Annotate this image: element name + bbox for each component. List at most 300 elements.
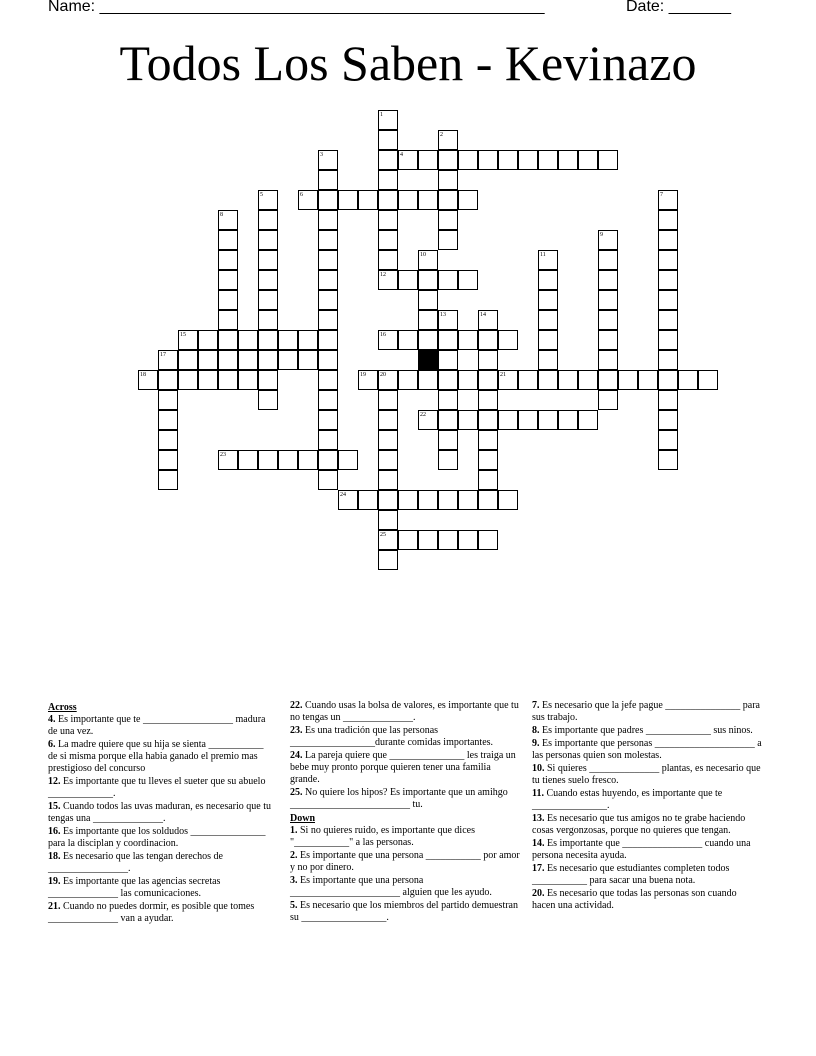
clue-number: 16 — [380, 332, 386, 338]
across-clue — [48, 776, 274, 800]
down-clue — [532, 888, 762, 912]
grid-cell[interactable] — [318, 230, 338, 250]
grid-cell[interactable] — [318, 370, 338, 390]
clue-number-label: 21. — [48, 901, 61, 912]
grid-cell[interactable] — [658, 270, 678, 290]
grid-cell[interactable] — [438, 430, 458, 450]
clue-number-label: 13. — [532, 813, 545, 824]
clue-number-label: 3. — [290, 875, 298, 886]
clue-number-label: 4. — [48, 714, 56, 725]
grid-cell[interactable] — [218, 310, 238, 330]
grid-cell[interactable] — [378, 470, 398, 490]
grid-cell[interactable] — [258, 390, 278, 410]
grid-cell[interactable] — [278, 350, 298, 370]
clue-number: 23 — [220, 452, 226, 458]
grid-cell[interactable] — [378, 170, 398, 190]
grid-cell[interactable] — [438, 130, 458, 150]
grid-cell[interactable] — [318, 470, 338, 490]
grid-cell[interactable] — [558, 410, 578, 430]
clue-text: Es una tradición que las personas _________________durante comidas importantes. — [290, 725, 494, 748]
grid-cell[interactable] — [138, 370, 158, 390]
clue-number-label: 19. — [48, 876, 61, 887]
grid-cell[interactable] — [498, 410, 518, 430]
grid-cell[interactable] — [438, 410, 458, 430]
grid-cell[interactable] — [538, 150, 558, 170]
grid-cell[interactable] — [478, 370, 498, 390]
clue-text: Si no quieres ruido, es importante que dices "___________" a las personas. — [290, 825, 475, 848]
grid-cell[interactable] — [378, 430, 398, 450]
grid-cell[interactable] — [478, 450, 498, 470]
across-clue — [48, 801, 274, 825]
grid-cell[interactable] — [378, 490, 398, 510]
clue-number: 4 — [400, 152, 403, 158]
grid-cell[interactable] — [318, 210, 338, 230]
grid-cell[interactable] — [198, 350, 218, 370]
grid-cell[interactable] — [218, 350, 238, 370]
grid-cell[interactable] — [458, 370, 478, 390]
grid-cell[interactable] — [218, 250, 238, 270]
grid-cell[interactable] — [418, 190, 438, 210]
grid-cell[interactable] — [578, 150, 598, 170]
clue-number: 12 — [380, 272, 386, 278]
grid-cell[interactable] — [378, 330, 398, 350]
grid-cell[interactable] — [658, 350, 678, 370]
grid-cell[interactable] — [598, 230, 618, 250]
grid-cell[interactable] — [538, 290, 558, 310]
black-square — [418, 350, 438, 370]
across-clue — [48, 851, 274, 875]
grid-cell[interactable] — [598, 310, 618, 330]
down-clue — [532, 700, 762, 724]
across-clue — [48, 901, 274, 925]
clue-number: 17 — [160, 352, 166, 358]
clue-number-label: 9. — [532, 738, 540, 749]
clue-text: Es importante que padres _____________ sus ninos. — [542, 725, 753, 736]
grid-cell[interactable] — [658, 410, 678, 430]
grid-cell[interactable] — [238, 370, 258, 390]
grid-cell[interactable] — [198, 330, 218, 350]
clue-number-label: 25. — [290, 787, 303, 798]
grid-cell[interactable] — [158, 370, 178, 390]
clue-number-label: 16. — [48, 826, 61, 837]
across-clue — [48, 876, 274, 900]
grid-cell[interactable] — [358, 190, 378, 210]
grid-cell[interactable] — [258, 230, 278, 250]
grid-cell[interactable] — [658, 210, 678, 230]
grid-cell[interactable] — [658, 250, 678, 270]
grid-cell[interactable] — [278, 450, 298, 470]
grid-cell[interactable] — [258, 450, 278, 470]
clue-text: Es importante que personas ____________________ a las personas quien son molestas. — [532, 738, 762, 761]
grid-cell[interactable] — [438, 190, 458, 210]
clue-number: 1 — [380, 112, 383, 118]
clue-number: 2 — [440, 132, 443, 138]
across-clue — [290, 725, 520, 749]
grid-cell[interactable] — [378, 390, 398, 410]
grid-cell[interactable] — [478, 490, 498, 510]
grid-cell[interactable] — [658, 370, 678, 390]
grid-cell[interactable] — [258, 190, 278, 210]
grid-cell[interactable] — [658, 330, 678, 350]
grid-cell[interactable] — [518, 370, 538, 390]
grid-cell[interactable] — [318, 150, 338, 170]
grid-cell[interactable] — [418, 310, 438, 330]
grid-cell[interactable] — [438, 370, 458, 390]
grid-cell[interactable] — [398, 270, 418, 290]
grid-cell[interactable] — [658, 230, 678, 250]
grid-cell[interactable] — [578, 370, 598, 390]
clue-text: Es importante que los soldudos _______________ para la disciplan y coordinacion. — [48, 826, 266, 849]
grid-cell[interactable] — [418, 370, 438, 390]
grid-cell[interactable] — [438, 390, 458, 410]
clue-number: 24 — [340, 492, 346, 498]
grid-cell[interactable] — [438, 490, 458, 510]
grid-cell[interactable] — [538, 310, 558, 330]
clue-number: 18 — [140, 372, 146, 378]
clue-number-label: 10. — [532, 763, 545, 774]
grid-cell[interactable] — [598, 250, 618, 270]
clue-text: Cuando estas huyendo, es importante que te _______________. — [532, 788, 723, 811]
grid-cell[interactable] — [258, 310, 278, 330]
grid-cell[interactable] — [238, 350, 258, 370]
grid-cell[interactable] — [238, 330, 258, 350]
grid-cell[interactable] — [538, 330, 558, 350]
across-heading: Across — [48, 702, 77, 713]
clue-number-label: 2. — [290, 850, 298, 861]
across-clue — [290, 750, 520, 786]
grid-cell[interactable] — [378, 410, 398, 430]
clue-text: Es importante que te __________________ madura de una vez. — [48, 714, 266, 737]
clue-number: 7 — [660, 192, 663, 198]
grid-cell[interactable] — [398, 330, 418, 350]
clue-number: 5 — [260, 192, 263, 198]
clue-text: Es importante que las agencias secretas ______________ las comunicaciones. — [48, 876, 221, 899]
grid-cell[interactable] — [258, 250, 278, 270]
grid-cell[interactable] — [418, 250, 438, 270]
down-clue — [290, 850, 520, 874]
grid-cell[interactable] — [458, 530, 478, 550]
clue-number-label: 22. — [290, 700, 303, 711]
down-heading: Down — [290, 813, 316, 824]
grid-cell[interactable] — [498, 370, 518, 390]
grid-cell[interactable] — [458, 270, 478, 290]
grid-cell[interactable] — [518, 410, 538, 430]
grid-cell[interactable] — [358, 490, 378, 510]
grid-cell[interactable] — [478, 530, 498, 550]
grid-cell[interactable] — [438, 150, 458, 170]
grid-cell[interactable] — [378, 550, 398, 570]
grid-cell[interactable] — [438, 530, 458, 550]
grid-cell[interactable] — [658, 310, 678, 330]
grid-cell[interactable] — [318, 410, 338, 430]
grid-cell[interactable] — [338, 490, 358, 510]
grid-cell[interactable] — [598, 150, 618, 170]
grid-cell[interactable] — [438, 170, 458, 190]
grid-cell[interactable] — [398, 190, 418, 210]
grid-cell[interactable] — [218, 330, 238, 350]
grid-cell[interactable] — [478, 410, 498, 430]
grid-cell[interactable] — [378, 110, 398, 130]
grid-cell[interactable] — [358, 370, 378, 390]
grid-cell[interactable] — [398, 150, 418, 170]
grid-cell[interactable] — [318, 270, 338, 290]
date-line: Date: _______ — [626, 0, 731, 15]
grid-cell[interactable] — [258, 370, 278, 390]
grid-cell[interactable] — [258, 290, 278, 310]
grid-cell[interactable] — [538, 370, 558, 390]
clue-number-label: 20. — [532, 888, 545, 899]
grid-cell[interactable] — [378, 250, 398, 270]
grid-cell[interactable] — [698, 370, 718, 390]
grid-cell[interactable] — [218, 370, 238, 390]
clue-number-label: 1. — [290, 825, 298, 836]
grid-cell[interactable] — [478, 350, 498, 370]
grid-cell[interactable] — [318, 350, 338, 370]
grid-cell[interactable] — [378, 130, 398, 150]
grid-cell[interactable] — [478, 150, 498, 170]
grid-cell[interactable] — [238, 450, 258, 470]
clue-number: 6 — [300, 192, 303, 198]
clue-text: Cuando todos las uvas maduran, es necesario que tu tengas una ______________. — [48, 801, 272, 824]
grid-cell[interactable] — [218, 270, 238, 290]
clue-text: Es necesario que los miembros del partido demuestran su _________________. — [290, 900, 518, 923]
grid-cell[interactable] — [598, 270, 618, 290]
grid-cell[interactable] — [498, 150, 518, 170]
clue-text: La pareja quiere que _______________ les traiga un bebe muy pronto porque quieren tener una familia grande. — [290, 750, 516, 785]
clue-text: Es necesario que estudiantes completen todos ___________ para sacar una buena nota. — [532, 863, 730, 886]
grid-cell[interactable] — [658, 450, 678, 470]
grid-cell[interactable] — [258, 330, 278, 350]
grid-cell[interactable] — [438, 310, 458, 330]
grid-cell[interactable] — [438, 270, 458, 290]
grid-cell[interactable] — [198, 370, 218, 390]
grid-cell[interactable] — [438, 350, 458, 370]
clue-number-label: 8. — [532, 725, 540, 736]
clue-text: Si quieres ______________ plantas, es necesario que tu tienes suelo fresco. — [532, 763, 761, 786]
grid-cell[interactable] — [678, 370, 698, 390]
grid-cell[interactable] — [538, 270, 558, 290]
clue-text: Cuando usas la bolsa de valores, es importante que tu no tengas un ______________. — [290, 700, 519, 723]
grid-cell[interactable] — [318, 250, 338, 270]
clue-number: 10 — [420, 252, 426, 258]
across-clue — [48, 739, 274, 775]
grid-cell[interactable] — [458, 490, 478, 510]
down-clue — [532, 738, 762, 762]
grid-cell[interactable] — [498, 330, 518, 350]
clue-number-label: 18. — [48, 851, 61, 862]
clue-number: 13 — [440, 312, 446, 318]
grid-cell[interactable] — [598, 390, 618, 410]
grid-cell[interactable] — [178, 330, 198, 350]
grid-cell[interactable] — [598, 290, 618, 310]
grid-cell[interactable] — [338, 190, 358, 210]
grid-cell[interactable] — [578, 410, 598, 430]
grid-cell[interactable] — [318, 430, 338, 450]
grid-cell[interactable] — [258, 210, 278, 230]
grid-cell[interactable] — [638, 370, 658, 390]
clue-number: 3 — [320, 152, 323, 158]
down-clue — [290, 900, 520, 924]
clue-number-label: 14. — [532, 838, 545, 849]
grid-cell[interactable] — [598, 370, 618, 390]
grid-cell[interactable] — [658, 390, 678, 410]
grid-cell[interactable] — [298, 450, 318, 470]
clue-text: Es importante que ________________ cuando una persona necesita ayuda. — [532, 838, 751, 861]
page-title: Todos Los Saben - Kevinazo — [119, 35, 697, 91]
grid-cell[interactable] — [218, 230, 238, 250]
clue-number-label: 6. — [48, 739, 56, 750]
grid-cell[interactable] — [538, 250, 558, 270]
grid-cell[interactable] — [218, 290, 238, 310]
grid-cell[interactable] — [438, 450, 458, 470]
clue-number: 15 — [180, 332, 186, 338]
down-clue — [532, 838, 762, 862]
clue-number-label: 23. — [290, 725, 303, 736]
down-clue — [290, 875, 520, 899]
clue-number-label: 15. — [48, 801, 61, 812]
grid-cell[interactable] — [338, 450, 358, 470]
clue-number-label: 7. — [532, 700, 540, 711]
name-line: Name: __________________________________________________ — [48, 0, 545, 15]
clue-number: 25 — [380, 532, 386, 538]
grid-cell[interactable] — [258, 350, 278, 370]
across-clue — [290, 700, 520, 724]
grid-cell[interactable] — [378, 270, 398, 290]
grid-cell[interactable] — [318, 290, 338, 310]
clue-text: Es importante que una persona ______________________ alguien que les ayudo. — [290, 875, 492, 898]
grid-cell[interactable] — [158, 470, 178, 490]
grid-cell[interactable] — [558, 150, 578, 170]
grid-cell[interactable] — [298, 190, 318, 210]
grid-cell[interactable] — [458, 410, 478, 430]
clue-number-label: 11. — [532, 788, 544, 799]
grid-cell[interactable] — [518, 150, 538, 170]
down-clue — [532, 763, 762, 787]
grid-cell[interactable] — [378, 530, 398, 550]
grid-cell[interactable] — [158, 450, 178, 470]
grid-cell[interactable] — [478, 470, 498, 490]
across-clue — [48, 714, 274, 738]
grid-cell[interactable] — [218, 210, 238, 230]
grid-cell[interactable] — [158, 350, 178, 370]
clue-number: 22 — [420, 412, 426, 418]
grid-cell[interactable] — [658, 290, 678, 310]
grid-cell[interactable] — [498, 490, 518, 510]
grid-cell[interactable] — [458, 150, 478, 170]
grid-cell[interactable] — [438, 230, 458, 250]
grid-cell[interactable] — [398, 370, 418, 390]
grid-cell[interactable] — [178, 350, 198, 370]
clue-number-label: 17. — [532, 863, 545, 874]
grid-cell[interactable] — [398, 490, 418, 510]
grid-cell[interactable] — [378, 210, 398, 230]
grid-cell[interactable] — [378, 450, 398, 470]
grid-cell[interactable] — [418, 150, 438, 170]
grid-cell[interactable] — [398, 530, 418, 550]
grid-cell[interactable] — [418, 270, 438, 290]
down-clue — [532, 788, 762, 812]
grid-cell[interactable] — [598, 330, 618, 350]
across-clue — [290, 787, 520, 811]
grid-cell[interactable] — [418, 330, 438, 350]
grid-cell[interactable] — [318, 390, 338, 410]
grid-cell[interactable] — [418, 530, 438, 550]
grid-cell[interactable] — [438, 210, 458, 230]
grid-cell[interactable] — [318, 330, 338, 350]
grid-cell[interactable] — [418, 410, 438, 430]
across-clue — [48, 826, 274, 850]
grid-cell[interactable] — [298, 330, 318, 350]
clue-number: 9 — [600, 232, 603, 238]
grid-cell[interactable] — [218, 450, 238, 470]
grid-cell[interactable] — [378, 510, 398, 530]
grid-cell[interactable] — [438, 330, 458, 350]
grid-cell[interactable] — [278, 330, 298, 350]
clue-text: Es necesario que todas las personas son cuando hacen una actividad. — [532, 888, 737, 911]
grid-cell[interactable] — [158, 410, 178, 430]
clue-text: No quiere los hipos? Es importante que un amihgo ________________________ tu. — [290, 787, 508, 810]
grid-cell[interactable] — [538, 410, 558, 430]
clue-number: 21 — [500, 372, 506, 378]
clue-text: Es importante que tu lleves el sueter que su abuelo _____________. — [48, 776, 266, 799]
clue-text: Es necesario que tus amigos no te grabe haciendo cosas vergonzosas, porque no quieres que tengan. — [532, 813, 746, 836]
grid-cell[interactable] — [178, 370, 198, 390]
grid-cell[interactable] — [298, 350, 318, 370]
clue-number: 20 — [380, 372, 386, 378]
grid-cell[interactable] — [258, 270, 278, 290]
grid-cell[interactable] — [458, 330, 478, 350]
clue-number: 14 — [480, 312, 486, 318]
grid-cell[interactable] — [318, 190, 338, 210]
clue-text: Cuando no puedes dormir, es posible que tomes ______________ van a ayudar. — [48, 901, 255, 924]
grid-cell[interactable] — [418, 490, 438, 510]
grid-cell[interactable] — [478, 390, 498, 410]
grid-cell[interactable] — [558, 370, 578, 390]
grid-cell[interactable] — [478, 310, 498, 330]
grid-cell[interactable] — [318, 450, 338, 470]
clue-number: 8 — [220, 212, 223, 218]
grid-cell[interactable] — [538, 350, 558, 370]
grid-cell[interactable] — [418, 290, 438, 310]
grid-cell[interactable] — [378, 150, 398, 170]
grid-cell[interactable] — [598, 350, 618, 370]
clues-column-3 — [532, 700, 762, 913]
down-clue — [532, 863, 762, 887]
down-clue — [532, 725, 762, 737]
clue-text: Es importante que una persona ___________ por amor y no por dinero. — [290, 850, 520, 873]
grid-cell[interactable] — [478, 430, 498, 450]
grid-cell[interactable] — [378, 190, 398, 210]
grid-cell[interactable] — [658, 430, 678, 450]
clue-text: Es necesario que la jefe pague _______________ para sus trabajo. — [532, 700, 760, 723]
clue-text: La madre quiere que su hija se sienta ___________ de si misma porque ella habia ganado el premio mas prestigioso del concurso — [48, 739, 264, 774]
grid-cell[interactable] — [458, 190, 478, 210]
grid-cell[interactable] — [318, 310, 338, 330]
clue-number-label: 5. — [290, 900, 298, 911]
clues-column-1 — [48, 700, 274, 926]
grid-cell[interactable] — [658, 190, 678, 210]
grid-cell[interactable] — [378, 230, 398, 250]
grid-cell[interactable] — [478, 330, 498, 350]
clue-number-label: 12. — [48, 776, 61, 787]
down-clue — [290, 825, 520, 849]
down-clue — [532, 813, 762, 837]
grid-cell[interactable] — [158, 430, 178, 450]
grid-cell[interactable] — [378, 370, 398, 390]
grid-cell[interactable] — [158, 390, 178, 410]
grid-cell[interactable] — [618, 370, 638, 390]
grid-cell[interactable] — [318, 170, 338, 190]
